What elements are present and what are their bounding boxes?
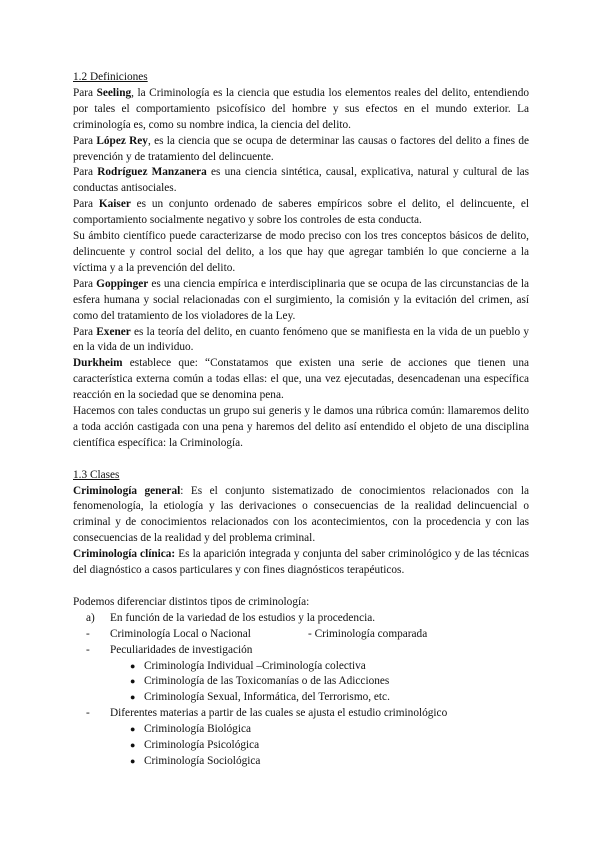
bullet-icon: ● (130, 724, 136, 735)
bullet-text: Criminología Individual –Criminología colectiva (144, 659, 366, 672)
author-name: Seeling (96, 86, 132, 99)
bullet-item (73, 738, 529, 754)
list-item-a (73, 611, 529, 627)
spacer (73, 452, 529, 468)
bullet-text: Criminología Sociológica (144, 754, 261, 767)
term-text: Es la aparición integrada y conjunta del saber criminológico y de las técnicas del diagnóstico a casos particulares y con fines diagnósticos terapéuticos. (73, 548, 530, 577)
list-item-peculiaridades (73, 643, 529, 659)
definition-exener (73, 325, 529, 357)
term-name: Criminología general (73, 484, 181, 497)
criminologia-general (73, 484, 529, 548)
dash-marker: - (86, 643, 90, 656)
dash-marker: - (86, 707, 90, 720)
bullet-icon: ● (130, 740, 136, 751)
list-item-text: Diferentes materias a partir de las cuales se ajusta el estudio criminológico (110, 707, 448, 720)
bullet-icon: ● (130, 692, 136, 703)
author-name: López Rey (96, 134, 148, 147)
bullet-text: Criminología Biológica (144, 723, 251, 736)
definition-goppinger (73, 277, 529, 325)
author-name: Kaiser (98, 198, 131, 211)
def-prefix: Para (73, 86, 97, 99)
durkheim-continuation (73, 404, 529, 452)
bullet-item (73, 754, 529, 770)
list-item-materias (73, 706, 529, 722)
list-item-text: En función de la variedad de los estudios y la procedencia. (110, 611, 376, 624)
kaiser-ambito (73, 229, 529, 277)
def-prefix: Para (73, 277, 97, 290)
author-name: Rodríguez Manzanera (97, 166, 207, 179)
bullet-icon: ● (130, 755, 136, 766)
def-text: , la Criminología es la ciencia que estudia los elementos reales del delito, entendiendo por tales el comportamiento psicofísico del hombre y sus efectos en el mundo exterior. La criminología es, como su nombre indica, la ciencia del delito. (73, 86, 529, 131)
author-name: Durkheim (73, 357, 123, 370)
def-text: es un conjunto ordenado de saberes empíricos sobre el delito, el delincuente, el comportamiento socialmente negativo y sobre los controles de esta conducta. (73, 198, 530, 227)
def-text: , es la ciencia que se ocupa de determinar las causas o factores del delito a fines de prevención y de tratamiento del delincuente. (73, 134, 530, 163)
definition-rodriguez-manzanera (73, 165, 529, 197)
def-text: Su ámbito científico puede caracterizarse de modo preciso con los tres conceptos básicos de delito, delincuente y control social del delito, a los que hay que agregar también lo que concierne a la víctima y a la prevención del delito. (73, 230, 529, 274)
author-name: Goppinger (96, 277, 149, 290)
def-text: es una ciencia empírica e interdisciplinaria que se ocupa de las circunstancias de la esfera humana y social relacionadas con el surgimiento, la comisión y la evitación del crimen, así como del tratamiento de los violadores de la Ley. (73, 277, 529, 322)
def-text: es una ciencia sintética, causal, explicativa, natural y cultural de las conductas antisociales. (73, 166, 529, 195)
definition-kaiser (73, 197, 529, 229)
bullet-text: Criminología Sexual, Informática, del Terrorismo, etc. (144, 691, 390, 704)
term-text: : Es el conjunto sistematizado de conocimientos relacionados con la fenomenología, la etiología y las derivaciones o consecuencias de la realidad delincuencial o criminal y de conocimientos relacionados con los acontecimientos, con la procedencia y con las consecuencias de la realidad y del problema criminal. (73, 484, 529, 545)
author-name: Exener (96, 325, 131, 338)
criminologia-clinica (73, 547, 529, 579)
def-prefix: Para (73, 134, 97, 147)
list-item-text: - Criminología comparada (308, 627, 428, 640)
definition-lopez-rey (73, 134, 529, 166)
list-item-text: Criminología Local o Nacional (110, 627, 251, 640)
definition-seeling (73, 86, 529, 134)
def-text: Hacemos con tales conductas un grupo sui generis y le damos una rúbrica común: llamaremos delito a toda acción castigada con una pena y haremos del delito así entendido el objeto de una disciplina científica específica: la Criminología. (73, 405, 529, 449)
bullet-item (73, 659, 529, 675)
list-item-local-comparada (73, 627, 529, 643)
types-intro: Podemos diferenciar distintos tipos de criminología: (73, 595, 310, 608)
definition-durkheim (73, 356, 529, 404)
bullet-item (73, 690, 529, 706)
bullet-icon: ● (130, 676, 136, 687)
bullet-item (73, 674, 529, 690)
bullet-item (73, 722, 529, 738)
spacer (73, 579, 529, 595)
list-marker: a) (86, 611, 95, 624)
bullet-text: Criminología de las Toxicomanías o de las Adicciones (144, 675, 390, 688)
list-item-text: Peculiaridades de investigación (110, 643, 253, 656)
document-page (73, 70, 529, 770)
def-text: es la teoría del delito, en cuanto fenómeno que se manifiesta en la vida de un pueblo y en la vida de un individuo. (73, 325, 529, 354)
section-heading-clases: 1.3 Clases (73, 468, 120, 481)
def-prefix: Para (73, 198, 99, 211)
bullet-icon: ● (130, 660, 136, 671)
def-prefix: Para (73, 166, 98, 179)
dash-marker: - (86, 627, 90, 640)
def-prefix: Para (73, 325, 97, 338)
def-text: establece que: “Constatamos que existen una serie de acciones que tienen una característica externa común a todas ellas: el que, una vez ejecutadas, desencadenan una específica reacción en la sociedad que se denomina pena. (73, 357, 529, 402)
term-name: Criminología clínica: (73, 548, 176, 561)
bullet-text: Criminología Psicológica (144, 739, 260, 752)
section-heading-definiciones: 1.2 Definiciones (73, 71, 148, 83)
